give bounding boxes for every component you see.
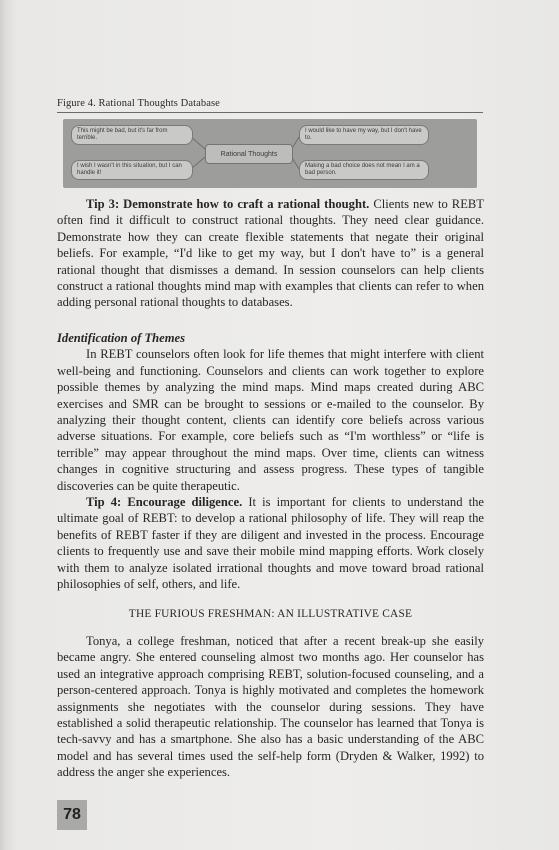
tip-4-paragraph — [57, 494, 484, 592]
caption-rule — [57, 112, 483, 113]
tip-4-text: It is important for clients to understand the ultimate goal of REBT: to develop a rational philosophy of life. They will reap the benefits of REBT faster if they are diligent and invested in the process. Encourage clients to frequently use and save their mobile mind mapping efforts. Work closely with them to analyze isolated irrational thoughts and move toward broad rational philosophies of self, others, and life. — [57, 495, 485, 592]
node-far-from-terrible: This might be bad, but it's far from terrible. — [71, 125, 193, 145]
tip-3-lead: Tip 3: Demonstrate how to craft a rational thought. — [86, 197, 370, 211]
tip-3-paragraph — [57, 196, 484, 311]
node-not-bad-person: Making a bad choice does not mean I am a bad person. — [299, 160, 429, 180]
case-heading: THE FURIOUS FRESHMAN: AN ILLUSTRATIVE CASE — [128, 608, 413, 620]
section-heading-themes: Identification of Themes — [57, 331, 186, 345]
tip-3-text: Clients new to REBT often find it difficult to construct rational thoughts. They need clear guidance. Demonstrate how they can create flexible statements that negate their original beliefs. For example, “I'd like to get my way, but I don't have to” is a general rational thought that dismisses a demand. In session counselors can help clients construct a rational thoughts mind map with examples that clients can refer to when adding personal rational thoughts to databases. — [57, 197, 484, 310]
figure-caption: Figure 4. Rational Thoughts Database — [57, 98, 220, 109]
themes-paragraph: In REBT counselors often look for life themes that might interfere with client well-being and functioning. Counselors and clients can work together to explore possible themes by analyzing the mind maps. Mind maps created during ABC exercises and SMR can be brought to sessions or e-mailed to the counselor. By analyzing their thought content, clients can identify core beliefs across various adverse situations. For example, core beliefs such as “I'm worthless” or “life is terrible” may appear throughout the mind maps. Over time, clients can witness changes in cognitive structuring and assess progress. These types of tangible discoveries can be quite therapeutic. — [57, 347, 484, 493]
themes-section — [57, 330, 484, 593]
node-rational-thoughts: Rational Thoughts — [205, 144, 293, 164]
page-number: 78 — [57, 800, 87, 830]
node-dont-have-to: I would like to have my way, but I don't have to. — [299, 125, 429, 145]
mind-map-figure — [63, 119, 477, 188]
case-section — [57, 633, 484, 781]
case-paragraph: Tonya, a college freshman, noticed that after a recent break-up she easily became angry. She entered counseling almost two months ago. Her counselor has used an integrative approach comprising REBT, solution-focused counseling, and a person-centered approach. Tonya is highly motivated and completes the homework assignments she negotiates with the counselor during sessions. They have established a solid therapeutic relationship. The counselor has learned that Tonya is tech-savvy and has a smartphone. She also has a basic understanding of the ABC model and has several times used the self-help form (Dryden & Walker, 1992) to address the anger she experiences. — [57, 634, 484, 780]
tip-4-lead: Tip 4: Encourage diligence. — [86, 495, 243, 510]
node-can-handle-it: I wish I wasn't in this situation, but I can handle it! — [71, 160, 193, 180]
tip-3-section — [57, 196, 484, 311]
